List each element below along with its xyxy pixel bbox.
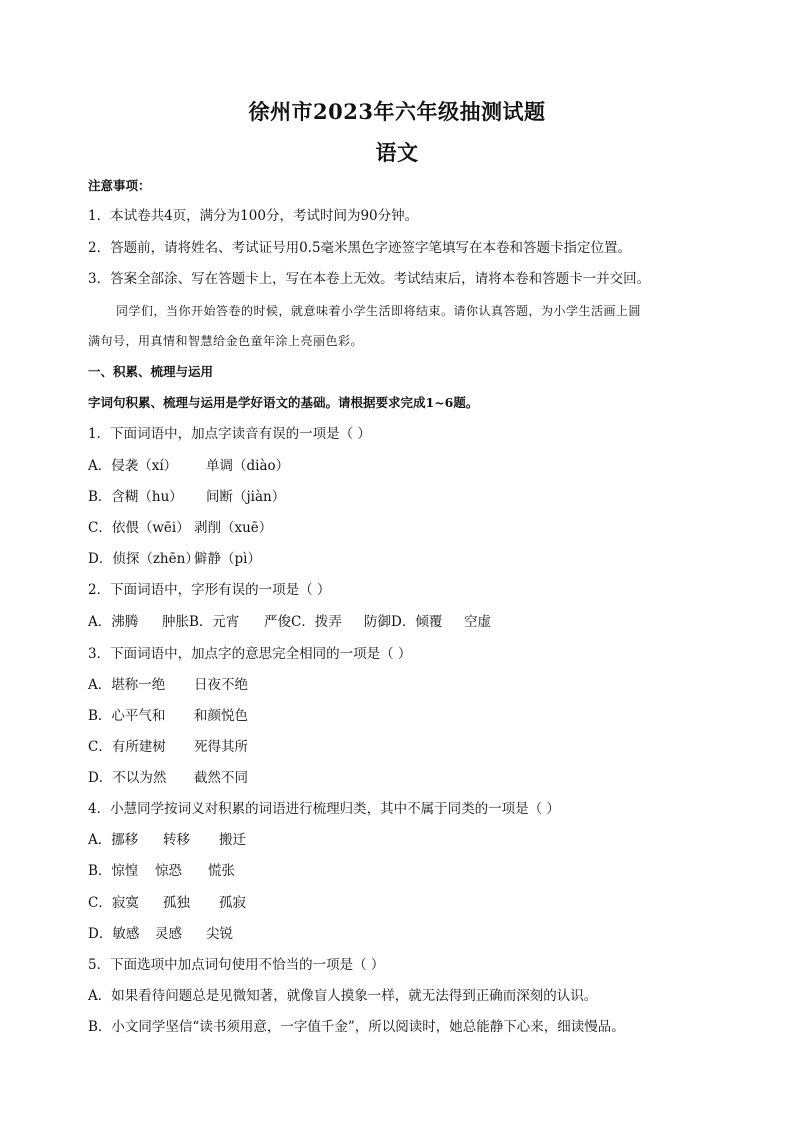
option-word-1: C．依偎（wēi）: [88, 520, 190, 536]
question-4-option-a: [88, 831, 734, 849]
section-instruction: 字词句积累、梳理与运用是学好语文的基础。请根据要求完成1~6题。: [88, 395, 479, 410]
option-word-2: 孤独: [163, 895, 190, 911]
option-word-1: A．堪称一绝: [88, 677, 166, 693]
notice-item-2: 2．答题前，请将姓名、考试证号用0.5毫米黑色字迹签字笔填写在本卷和答题卡指定位置。: [88, 240, 632, 256]
option-word-2: 剥削（xuē）: [194, 520, 273, 536]
question-5-option-a: A．如果看待问题总是见微知著，就像盲人摸象一样，就无法得到正确而深刻的认识。: [88, 988, 598, 1004]
question-5-option-b: B．小文同学坚信“读书须用意，一字值千金”，所以阅读时，她总能静下心来，细读慢品。: [88, 1019, 625, 1035]
option-word-1: D．不以为然: [88, 770, 167, 786]
question-3-option-b: [88, 707, 734, 725]
question-1-option-d: [88, 550, 734, 568]
option-word-1: D．侦探（zhēn）: [88, 551, 199, 567]
option-word-1: B．含糊（hu）: [88, 489, 183, 505]
question-1-option-c: [88, 519, 734, 537]
option-segment: 空虚: [464, 614, 491, 630]
question-1-stem: 1．下面词语中，加点字读音有误的一项是（ ）: [88, 426, 371, 442]
option-word-3: 搬迁: [219, 832, 246, 848]
option-segment: 防御D．倾覆: [364, 614, 443, 630]
option-word-2: 日夜不绝: [194, 677, 248, 693]
option-segment: 肿胀B．元宵: [162, 614, 240, 630]
option-word-2: 死得其所: [194, 739, 248, 755]
option-word-2: 截然不同: [194, 770, 248, 786]
intro-line-1: 同学们，当你开始答卷的时候，就意味着小学生活即将结束。请你认真答题，为小学生活画上圆: [116, 304, 642, 318]
section-heading: 一、积累、梳理与运用: [88, 364, 214, 379]
question-3-stem: 3．下面词语中，加点字的意思完全相同的一项是（ ）: [88, 646, 412, 662]
notice-item-1: 1．本试卷共4页，满分为100分，考试时间为90分钟。: [88, 208, 419, 224]
question-4-option-d: [88, 925, 734, 943]
option-word-1: B．惊惶: [88, 863, 139, 879]
question-2-options: [88, 613, 734, 631]
question-3-option-d: [88, 769, 734, 787]
question-3-option-c: [88, 738, 734, 756]
option-word-2: 灵感: [155, 926, 182, 942]
notice-heading: 注意事项：: [88, 178, 151, 193]
option-segment: 严俊C．拨弄: [264, 614, 342, 630]
notice-item-3: 3．答案全部涂、写在答题卡上，写在本卷上无效。考试结束后，请将本卷和答题卡一并交回。: [88, 271, 651, 287]
question-2-stem: 2．下面词语中，字形有误的一项是（ ）: [88, 582, 331, 598]
question-3-option-a: [88, 676, 734, 694]
option-segment: A．沸腾: [88, 614, 139, 630]
option-word-2: 单调（diào）: [206, 458, 290, 474]
option-word-1: A．挪移: [88, 832, 139, 848]
option-word-3: 孤寂: [219, 895, 246, 911]
option-word-3: 慌张: [208, 863, 235, 879]
option-word-2: 转移: [163, 832, 190, 848]
option-word-2: 惊恐: [155, 863, 182, 879]
option-word-1: C．有所建树: [88, 739, 166, 755]
option-word-1: A．侵袭（xí）: [88, 458, 178, 474]
option-word-2: 间断（jiàn）: [206, 489, 286, 505]
exam-subject: 语文: [375, 140, 419, 165]
option-word-1: B．心平气和: [88, 708, 166, 724]
option-word-1: D．敏感: [88, 926, 140, 942]
option-word-2: 僻静（pì）: [194, 551, 261, 567]
question-4-option-b: [88, 862, 734, 880]
question-4-option-c: [88, 894, 734, 912]
exam-title: 徐州市2023年六年级抽测试题: [248, 99, 546, 124]
question-4-stem: 4．小慧同学按词义对积累的词语进行梳理归类，其中不属于同类的一项是（ ）: [88, 801, 560, 817]
option-word-3: 尖锐: [206, 926, 233, 942]
question-5-stem: 5．下面选项中加点词句使用不恰当的一项是（ ）: [88, 957, 385, 973]
intro-line-2: 满句号，用真情和智慧给金色童年涂上亮丽色彩。: [88, 334, 364, 348]
option-word-1: C．寂寞: [88, 895, 139, 911]
question-1-option-a: [88, 457, 734, 475]
question-1-option-b: [88, 488, 734, 506]
option-word-2: 和颜悦色: [194, 708, 248, 724]
